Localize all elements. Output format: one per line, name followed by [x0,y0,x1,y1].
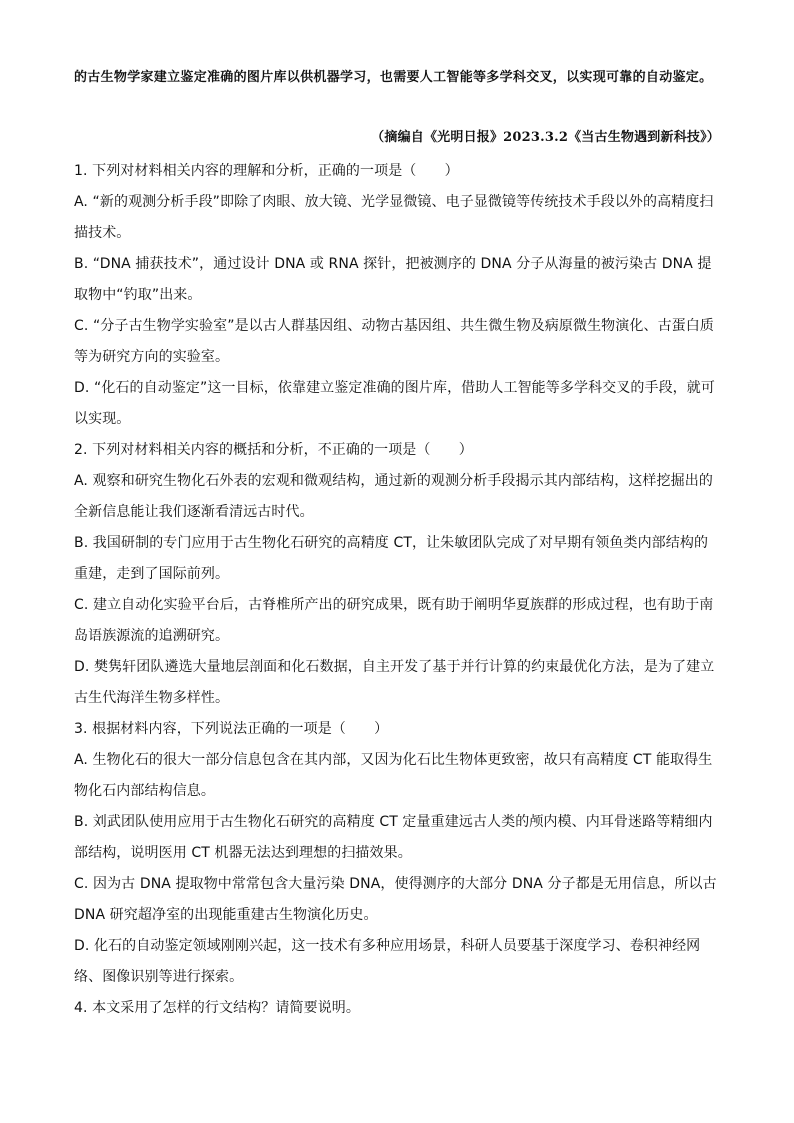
question-stem: 1. 下列对材料相关内容的理解和分析，正确的一项是（ ） [74,163,459,179]
option-a: A. “新的观测分析手段”即除了肉眼、放大镜、光学显微镜、电子显微镜等传统技术手段以外的高精度扫描技术。 [74,194,714,241]
option-c: C. “分子古生物学实验室”是以古人群基因组、动物古基因组、共生微生物及病原微生物演化、古蛋白质等为研究方向的实验室。 [74,318,714,365]
option-d: D. “化石的自动鉴定”这一目标，依靠建立鉴定准确的图片库，借助人工智能等多学科交叉的手段，就可以实现。 [74,380,715,427]
intro-paragraph: 的古生物学家建立鉴定准确的图片库以供机器学习，也需要人工智能等多学科交叉，以实现可靠的自动鉴定。 [74,70,713,85]
question-4 [74,993,720,1024]
option-c: C. 因为古 DNA 提取物中常常包含大量污染 DNA，使得测序的大部分 DNA 分子都是无用信息，所以古 DNA 研究超净室的出现能重建古生物演化历史。 [74,876,717,923]
question-3 [74,714,720,993]
option-c: C. 建立自动化实验平台后，古脊椎所产出的研究成果，既有助于阐明华夏族群的形成过程，也有助于南岛语族源流的追溯研究。 [74,597,714,644]
option-a: A. 生物化石的很大一部分信息包含在其内部，又因为化石比生物体更致密，故只有高精度 CT 能取得生物化石内部结构信息。 [74,752,713,799]
question-stem: 3. 根据材料内容，下列说法正确的一项是（ ） [74,721,389,737]
question-stem: 4. 本文采用了怎样的行文结构？请简要说明。 [74,1000,361,1016]
question-1 [74,156,720,435]
questions-section [74,156,720,1024]
option-b: B. “DNA 捕获技术”，通过设计 DNA 或 RNA 探针，把被测序的 DNA 分子从海量的被污染古 DNA 提取物中“钓取”出来。 [74,256,712,303]
question-stem: 2. 下列对材料相关内容的概括和分析，不正确的一项是（ ） [74,442,473,458]
question-2 [74,435,720,714]
option-b: B. 我国研制的专门应用于古生物化石研究的高精度 CT，让朱敏团队完成了对早期有领鱼类内部结构的重建，走到了国际前列。 [74,535,709,582]
option-b: B. 刘武团队使用应用于古生物化石研究的高精度 CT 定量重建远古人类的颅内模、内耳骨迷路等精细内部结构，说明医用 CT 机器无法达到理想的扫描效果。 [74,814,713,861]
source-citation: （摘编自《光明日报》2023.3.2《当古生物遇到新科技》） [371,130,720,145]
option-d: D. 化石的自动鉴定领域刚刚兴起，这一技术有多种应用场景，科研人员要基于深度学习、卷积神经网络、图像识别等进行探索。 [74,938,701,985]
option-a: A. 观察和研究生物化石外表的宏观和微观结构，通过新的观测分析手段揭示其内部结构，这样挖掘出的全新信息能让我们逐渐看清远古时代。 [74,473,713,520]
option-d: D. 樊隽轩团队遴选大量地层剖面和化石数据，自主开发了基于并行计算的约束最优化方法，是为了建立古生代海洋生物多样性。 [74,659,715,706]
